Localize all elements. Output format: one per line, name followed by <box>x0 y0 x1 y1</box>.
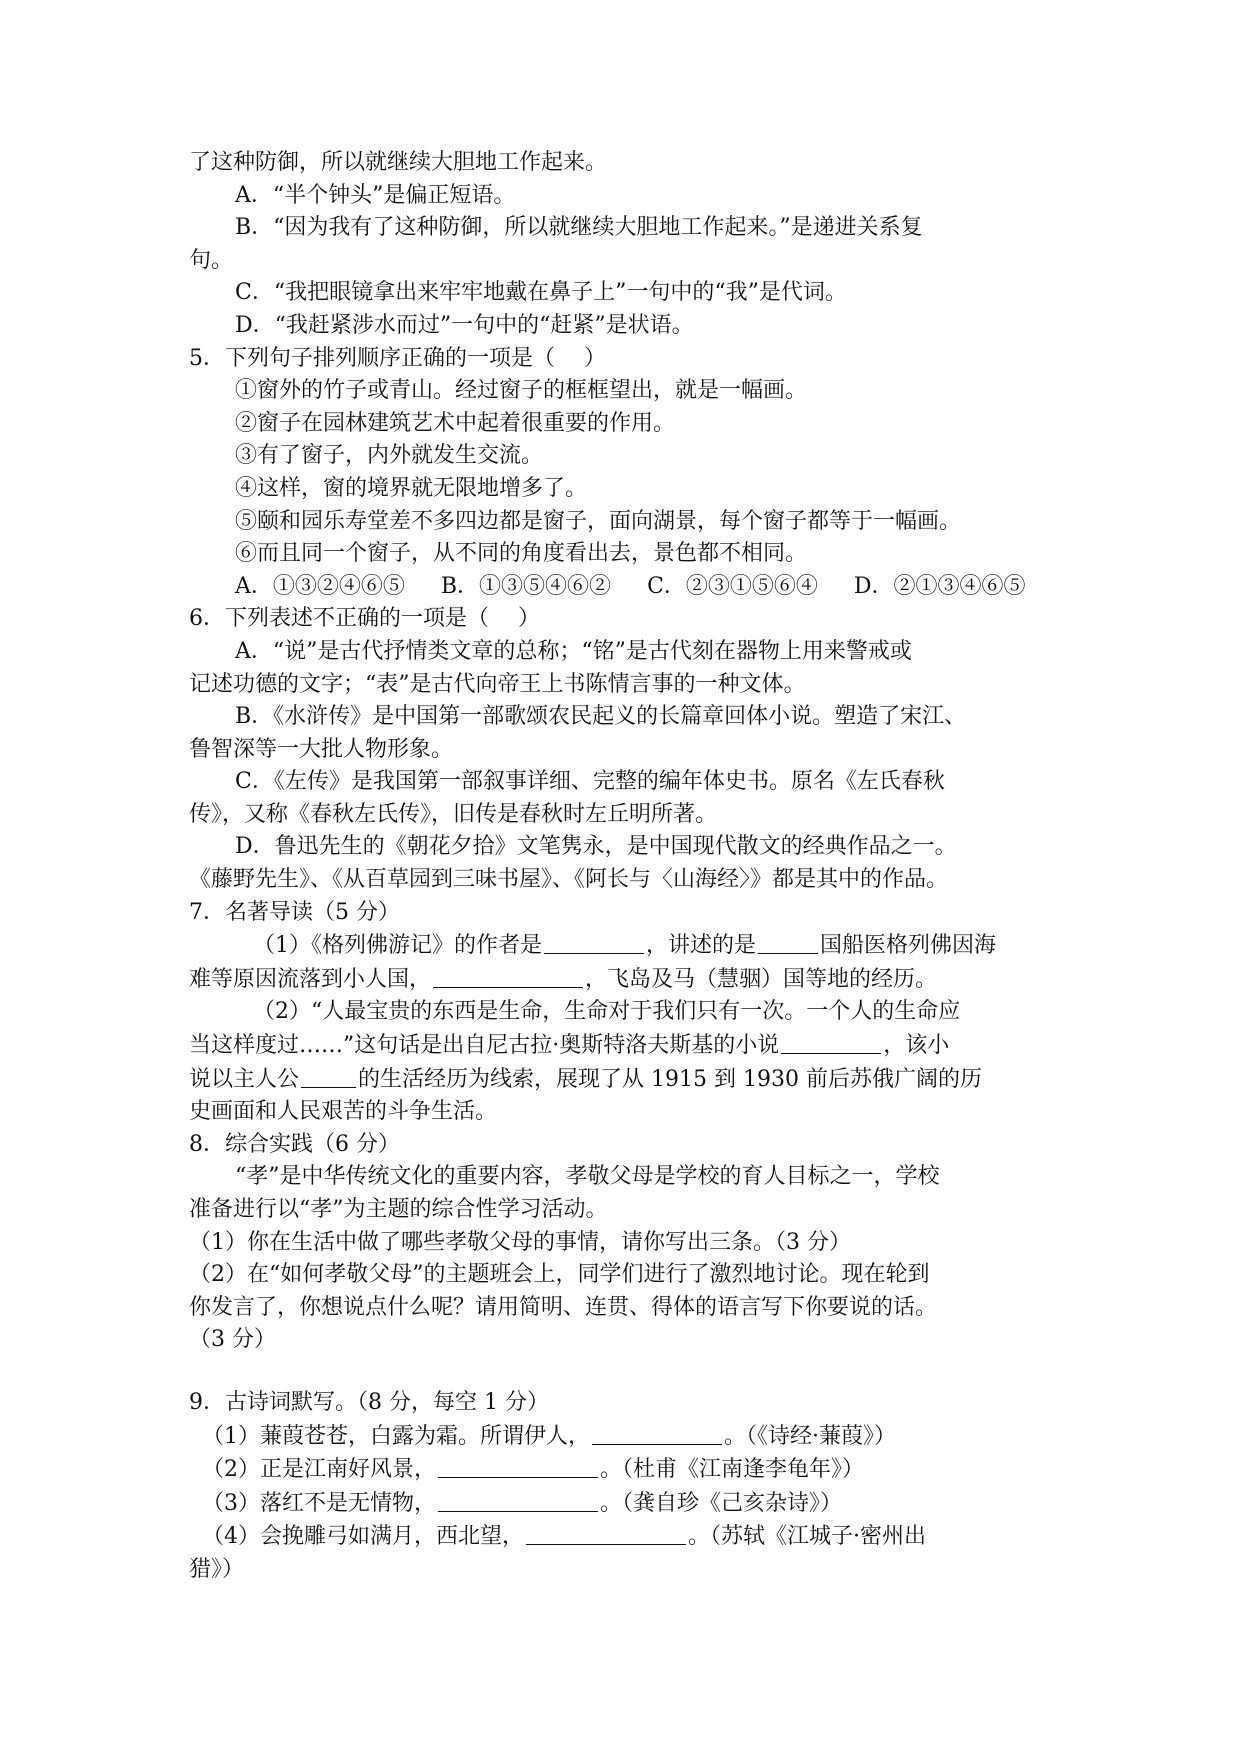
text-line: 传》，又称《春秋左氏传》，旧传是春秋时左丘明所著。 <box>189 801 718 827</box>
text-line: 说以主人公 的生活经历为线索，展现了从 1915 到 1930 前后苏俄广阔的历 <box>189 1063 1069 1097</box>
sentence-1: ①窗外的竹子或青山。经过窗子的框框望出，就是一幅画。 <box>235 378 808 404</box>
text-line: 了这种防御，所以就继续大胆地工作起来。 <box>189 150 608 175</box>
q6-option-d: D．鲁迅先生的《朝花夕拾》文笔隽永，是中国现代散文的经典作品之一。 <box>235 834 957 860</box>
q7-part-1: （1）《格列佛游记》的作者是 ，讲述的是 国船医格列佛因海 <box>189 929 1069 963</box>
text-line: 你发言了，你想说点什么呢？请用简明、连贯、得体的语言写下你要说的话。 <box>189 1294 938 1320</box>
text-line: 难等原因流落到小人国， ，飞岛及马（慧骃）国等地的经历。 <box>189 963 1069 997</box>
q8-intro: “孝”是中华传统文化的重要内容，孝敬父母是学校的育人目标之一，学校 <box>235 1164 940 1190</box>
spacer <box>189 1357 1069 1387</box>
text-line: 《藤野先生》、《从百草园到三味书屋》、《阿长与〈山海经〉》都是其中的作品。 <box>189 867 949 893</box>
option-a: A．“半个钟头”是偏正短语。 <box>235 182 516 208</box>
question-9-title: 9．古诗词默写。（8 分，每空 1 分） <box>189 1389 549 1415</box>
answer-blank[interactable] <box>544 929 644 954</box>
q6-option-b: B．《水浒传》是中国第一部歌颂农民起义的长篇章回体小说。塑造了宋江、 <box>235 704 967 730</box>
text-line: 句。 <box>189 247 234 273</box>
q5-option-a: A．①③②④⑥⑤ <box>235 573 405 599</box>
sentence-3: ③有了窗子，内外就发生交流。 <box>235 443 544 469</box>
q5-option-d: D．②①③④⑥⑤ <box>853 573 1026 599</box>
text-line: 鲁智深等一大批人物形象。 <box>189 736 454 762</box>
q9-part-2: （2）正是江南好风景， 。（杜甫《江南逢李龟年》） <box>189 1453 1069 1487</box>
text-line: 当这样度过……”这句话是出自尼古拉·奥斯特洛夫斯基的小说 ，该小 <box>189 1029 1069 1063</box>
sentence-6: ⑥而且同一个窗子，从不同的角度看出去，景色都不相同。 <box>235 541 808 567</box>
q8-part-1: （1）你在生活中做了哪些孝敬父母的事情，请你写出三条。（3 分） <box>189 1229 851 1255</box>
q7-part-2: （2）“人最宝贵的东西是生命，生命对于我们只有一次。一个人的生命应 <box>253 999 961 1025</box>
q5-option-b: B．①③⑤④⑥② <box>440 573 612 599</box>
answer-blank[interactable] <box>438 1453 598 1478</box>
text-line: 猎》） <box>189 1556 245 1582</box>
option-b: B．“因为我有了这种防御，所以就继续大胆地工作起来。”是递进关系复 <box>235 215 923 241</box>
q6-option-a: A．“说”是古代抒情类文章的总称；“铭”是古代刻在器物上用来警戒或 <box>235 638 912 664</box>
answer-blank[interactable] <box>301 1063 356 1088</box>
text-line: 史画面和人民艰苦的斗争生活。 <box>189 1099 498 1125</box>
option-d: D．“我赶紧涉水而过”一句中的“赶紧”是状语。 <box>235 312 694 338</box>
q5-option-c: C．②③①⑤⑥④ <box>647 573 818 599</box>
q9-part-1: （1）蒹葭苍苍，白露为霜。所谓伊人， 。（《诗经·蒹葭》） <box>189 1420 1069 1454</box>
answer-blank[interactable] <box>526 1520 686 1545</box>
sentence-2: ②窗子在园林建筑艺术中起着很重要的作用。 <box>235 410 676 436</box>
q9-part-4: （4）会挽雕弓如满月，西北望， 。（苏轼《江城子·密州出 <box>189 1520 1069 1554</box>
option-c: C．“我把眼镜拿出来牢牢地戴在鼻子上”一句中的“我”是代词。 <box>235 280 847 306</box>
answer-blank[interactable] <box>758 929 818 954</box>
q9-part-3: （3）落红不是无情物， 。（龚自珍《己亥杂诗》） <box>189 1487 1069 1521</box>
answer-blank[interactable] <box>592 1420 722 1445</box>
question-5-options <box>189 571 1069 604</box>
q6-option-c: C．《左传》是我国第一部叙事详细、完整的编年体史书。原名《左氏春秋 <box>235 769 945 795</box>
text-line: 记述功德的文字；“表”是古代向帝王上书陈情言事的一种文体。 <box>189 671 806 697</box>
question-8-title: 8．综合实践（6 分） <box>189 1131 400 1157</box>
text-line: （3 分） <box>189 1327 276 1353</box>
question-5-title: 5．下列句子排列顺序正确的一项是（ ） <box>189 345 606 371</box>
document-page <box>189 147 1069 1587</box>
answer-blank[interactable] <box>781 1029 881 1054</box>
answer-blank[interactable] <box>438 1487 598 1512</box>
sentence-4: ④这样，窗的境界就无限地增多了。 <box>235 475 588 501</box>
text-line: 准备进行以“孝”为主题的综合性学习活动。 <box>189 1197 608 1222</box>
q8-part-2: （2）在“如何孝敬父母”的主题班会上，同学们进行了激烈地讨论。现在轮到 <box>189 1262 930 1288</box>
sentence-5: ⑤颐和园乐寿堂差不多四边都是窗子，面向湖景，每个窗子都等于一幅画。 <box>235 508 962 534</box>
question-7-title: 7．名著导读（5 分） <box>189 899 400 925</box>
answer-blank[interactable] <box>433 963 583 988</box>
question-6-title: 6．下列表述不正确的一项是（ ） <box>189 606 540 632</box>
